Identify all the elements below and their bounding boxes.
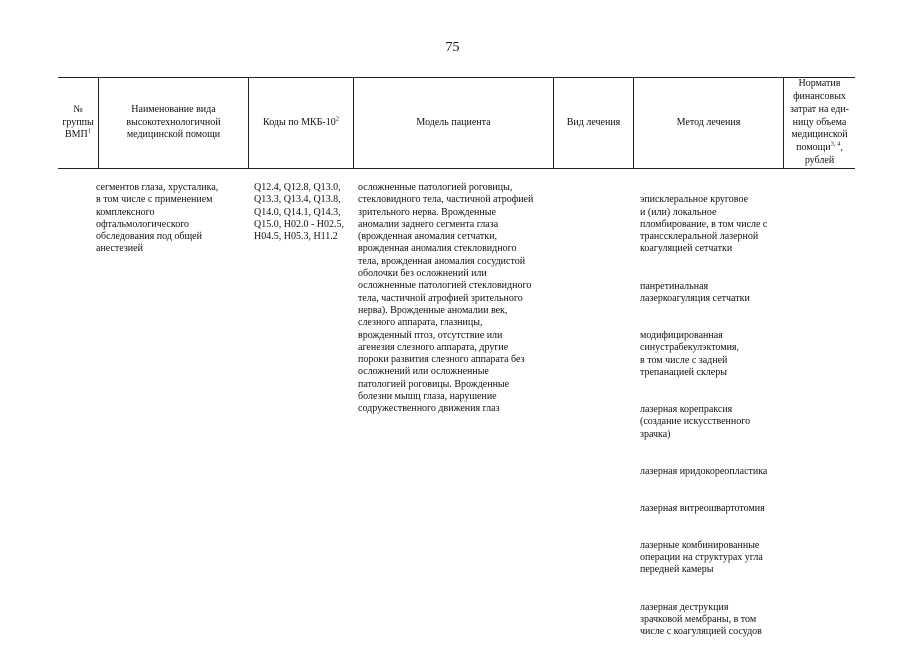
header-model xyxy=(353,78,553,168)
header-model-label: Модель пациента xyxy=(416,116,491,128)
header-codes-footnote: 2 xyxy=(335,115,339,123)
header-treatment-type xyxy=(553,78,633,168)
header-treatment-type-label: Вид лечения xyxy=(566,116,621,128)
header-group xyxy=(58,78,98,168)
cell-methods xyxy=(640,182,805,663)
header-method-label: Метод лечения xyxy=(676,116,741,128)
header-codes xyxy=(248,78,353,168)
method-item: лазерные комбинированные операции на структурах угла передней камеры xyxy=(640,539,763,576)
method-item: лазерная витреошвартотомия xyxy=(640,502,765,514)
header-group-footnote: 1 xyxy=(87,128,92,136)
page-number: 75 xyxy=(445,40,460,55)
cell-model: осложненные патологией роговицы, стекловидного тела, частичной атрофией зрительного нерва. Врожденные аномалии заднего сегмента глаза (врожденная аномалия сетчатки, врожденная аномалия стекловидного тела, врожденная аномалия сосудистой оболочки без осложнений или осложненные патологией стекловидного тела, частичной атрофией зрительного нерва). Врожденные аномалии век, слезного аппарата, глазницы, врожденный птоз, отсутствие или агенезия слезного аппарата, другие пороки развития слезного аппарата без осложнений или осложненные патологией роговицы. Врожденные болезни мышц глаза, нарушение содружественного движения глаз xyxy=(358,182,534,415)
method-item: панретинальная лазеркоагуляция сетчатки xyxy=(640,280,750,304)
header-norm-label: Норматив финансовых затрат на еди- ницу объема медицинской помощи xyxy=(789,78,850,154)
method-item: эписклеральное круговое и (или) локальное пломбирование, в том числе с транссклеральной лазерной коагуляцией сетчатки xyxy=(640,194,768,255)
method-item: лазерная корепраксия (создание искусственного зрачка) xyxy=(640,403,751,440)
header-codes-label: Коды по МКБ-10 xyxy=(263,116,336,128)
method-item: лазерная иридокореопластика xyxy=(640,465,768,477)
method-item: лазерная деструкция зрачковой мембраны, в том числе с коагуляцией сосудов xyxy=(640,601,762,638)
method-item: модифицированная синустрабекулэктомия, в том числе с задней трепанацией склеры xyxy=(640,329,740,378)
header-norm-tail: , рублей xyxy=(804,142,843,166)
cell-codes: Q12.4, Q12.8, Q13.0, Q13.3, Q13.4, Q13.8, Q14.0, Q14.1, Q14.3, Q15.0, H02.0 - H02.5, H04.5, H05.3, H11.2 xyxy=(254,182,344,243)
cell-name: сегментов глаза, хрусталика, в том числе с применением комплексного офтальмологического обследования под общей анестезией xyxy=(96,182,219,255)
table-header xyxy=(58,77,855,169)
header-name xyxy=(98,78,248,168)
header-norm-footnote: 3, 4 xyxy=(830,140,841,148)
header-norm xyxy=(783,78,855,168)
header-method xyxy=(633,78,783,168)
header-name-label: Наименование вида высокотехнологичной медицинской помощи xyxy=(126,103,221,141)
header-group-label: № группы ВМП xyxy=(62,103,94,141)
